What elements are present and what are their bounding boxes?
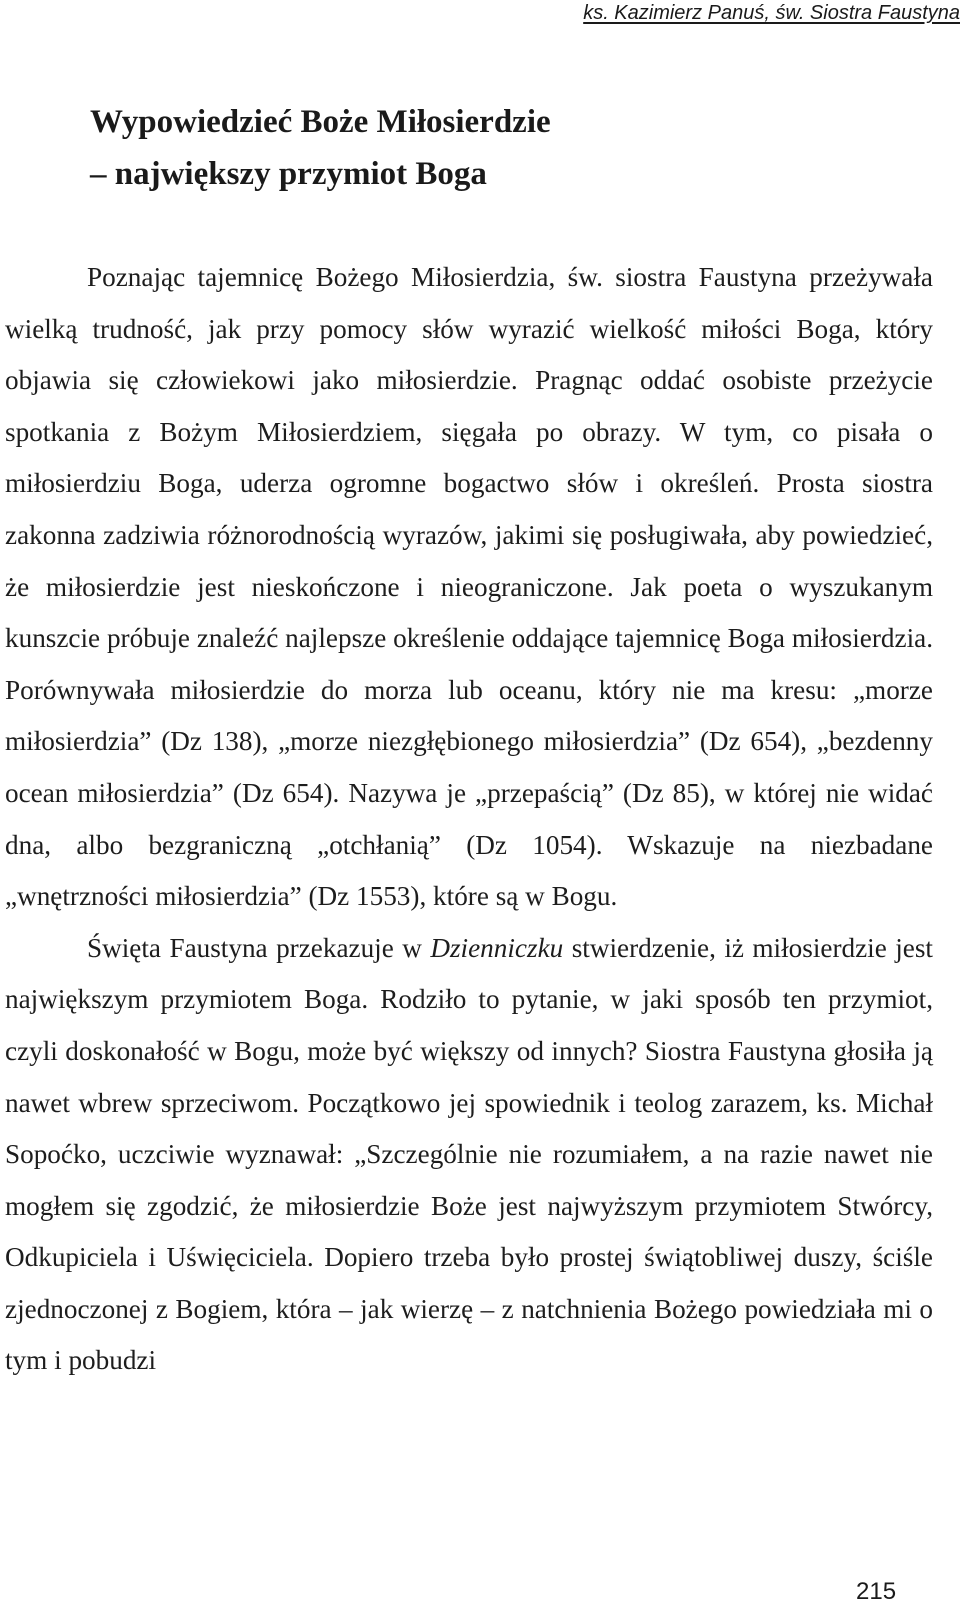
chapter-title-line-1: Wypowiedzieć Boże Miłosierdzie bbox=[90, 104, 551, 140]
paragraph-2-rest: stwierdzenie, iż miłosierdzie jest największym przymiotem Boga. Rodziło to pytanie, w jaki sposób ten przymiot, czyli doskonałość w Bogu, może być większy od innych? Siostra Faustyna głosiła ją nawet wbrew sprzeciwom. Początkowo jej spowiednik i teolog zarazem, ks. Michał Sopoćko, uczciwie wyznawał: „Szczególnie nie rozumiałem, a na razie nawet nie mogłem się zgodzić, że miłosierdzie Boże jest najwyższym przymiotem Stwórcy, Odkupiciela i Uświęciciela. Dopiero trzeba było prostej świątobliwej duszy, ściśle zjednoczonej z Bogiem, która – jak wierzę – z natchnienia Bożego powiedziała mi o tym i pobudzi bbox=[5, 932, 933, 1376]
paragraph-1: Poznając tajemnicę Bożego Miłosierdzia, św. siostra Faustyna przeżywała wielką trudność, jak przy pomocy słów wyrazić wielkość miłości Boga, który objawia się człowiekowi jako miłosierdzie. Pragnąc oddać osobiste przeżycie spotkania z Bożym Miłosierdziem, sięgała po obrazy. W tym, co pisała o miłosierdziu Boga, uderza ogromne bogactwo słów i określeń. Prosta siostra zakonna zadziwia różnorodnością wyrazów, jakimi się posługiwała, aby powiedzieć, że miłosierdzie jest nieskończone i nieograniczone. Jak poeta o wyszukanym kunszcie próbuje znaleźć najlepsze określenie oddające tajemnicę Boga miłosierdzia. Porównywała miłosierdzie do morza lub oceanu, który nie ma kresu: „morze miłosierdzia” (Dz 138), „morze niezgłębionego miłosierdzia” (Dz 654), „bezdenny ocean miłosierdzia” (Dz 654). Nazywa je „przepaścią” (Dz 85), w której nie widać dna, albo bezgraniczną „otchłanią” (Dz 1054). Wskazuje na niezbadane „wnętrzności miłosierdzia” (Dz 1553), które są w Bogu. bbox=[5, 262, 933, 912]
running-head: ks. Kazimierz Panuś, św. Siostra Faustyna bbox=[583, 2, 960, 24]
page-number: 215 bbox=[856, 1578, 897, 1605]
book-title-italic: Dzienniczku bbox=[430, 932, 564, 963]
chapter-title-line-2: – największy przymiot Boga bbox=[90, 156, 487, 192]
chapter-title bbox=[90, 96, 910, 200]
body-text bbox=[5, 252, 933, 1387]
paragraph-2-start: Święta Faustyna przekazuje w bbox=[87, 932, 431, 963]
paragraph-2 bbox=[5, 923, 933, 1387]
